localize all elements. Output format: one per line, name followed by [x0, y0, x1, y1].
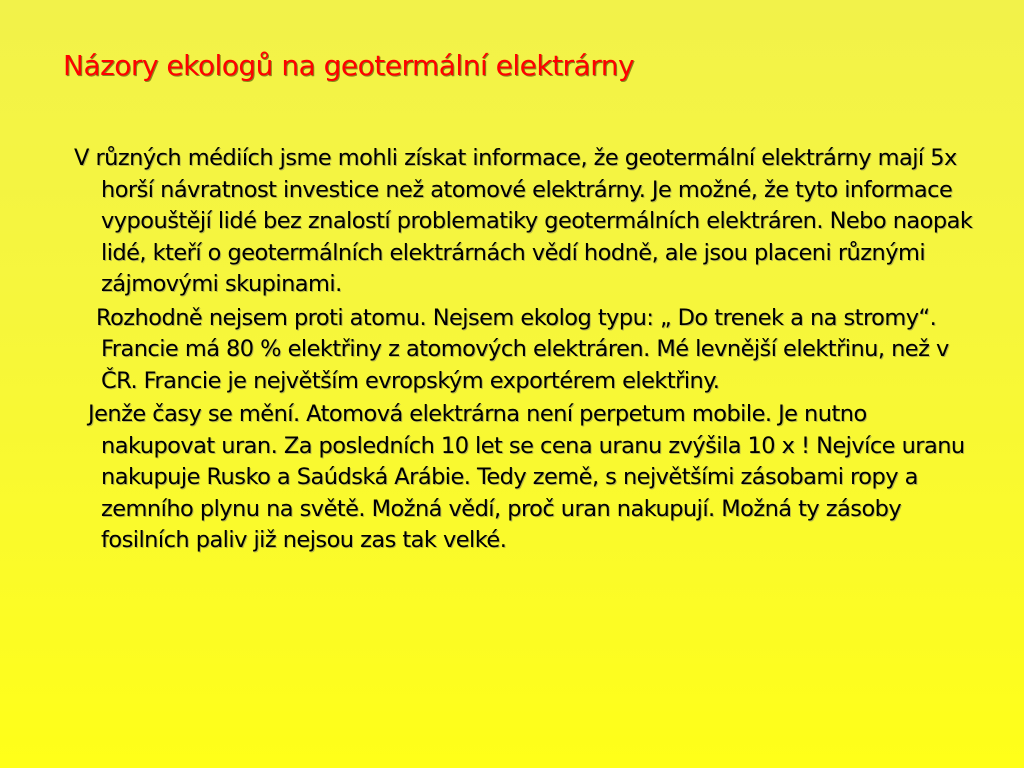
paragraph-atom-stance: Rozhodně nejsem proti atomu. Nejsem ekolog typu: „ Do trenek a na stromy“. Francie má 80 % elektřiny z atomových elektráren. Mé levnější elektřinu, než v ČR. Francie je největším evropským exportérem elektřiny.	[96, 304, 949, 394]
paragraph-uranium-prices: Jenže časy se mění. Atomová elektrárna není perpetum mobile. Je nutno nakupovat uran. Za posledních 10 let se cena uranu zvýšila 10 x ! Nejvíce uranu nakupuje Rusko a Saúdská Arábie. Tedy země, s největšími zásobami ropy a zemního plynu na světě. Možná vědí, proč uran nakupují. Možná ty zásoby fosilních paliv již nejsou zas tak velké.	[88, 401, 965, 553]
slide-body	[74, 143, 974, 559]
slide-title: Názory ekologů na geotermální elektrárny	[63, 49, 635, 82]
paragraph-media-claims: V různých médiích jsme mohli získat informace, že geotermální elektrárny mají 5x horší návratnost investice než atomové elektrárny. Je možné, že tyto informace vypouštějí lidé bez znalostí problematiky geotermálních elektráren. Nebo naopak lidé, kteří o geotermálních elektrárnách vědí hodně, ale jsou placeni různými zájmovými skupinami.	[74, 145, 973, 297]
